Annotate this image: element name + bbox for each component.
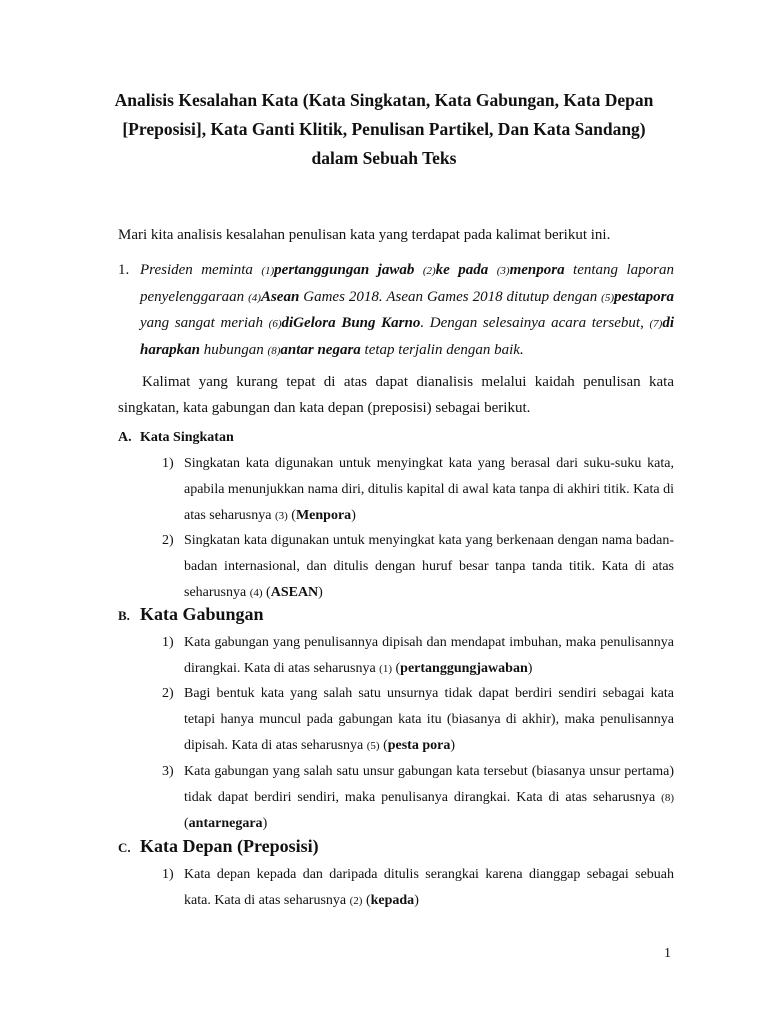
error-word: menpora <box>509 262 565 278</box>
error-tag: (8) <box>267 344 281 357</box>
error-word: ke pada <box>435 262 489 278</box>
example-body: Presiden meminta (1)pertanggungan jawab (2)ke pada (3)menpora tentang laporan penyelenggaraan (4)Asean Games 2018. Asean Games 2018 ditutup dengan (5)pestapora yang sangat meriah (6)diGelora Bung Karno. Dengan selesainya acara tersebut, (7)di harapkan hubungan (8)antar negara tetap terjalin dengan baik. <box>140 262 674 358</box>
error-word: pestapora <box>614 288 674 305</box>
section-c-heading <box>118 836 319 857</box>
error-word: Asean <box>260 288 300 305</box>
answer-word: antarnegara <box>188 816 263 831</box>
error-word: pertanggungan jawab <box>274 262 415 278</box>
document-title <box>96 86 672 173</box>
example-number: 1. <box>118 262 130 278</box>
title-line-3: dalam Sebuah Teks <box>311 148 457 168</box>
section-title: Kata Depan (Preposisi) <box>140 836 319 856</box>
list-item: 1) Singkatan kata digunakan untuk menyingkat kata yang berasal dari suku-suku kata, apabila menunjukkan nama diri, ditulis kapital di awal kata tanpa di akhiri titik. Kata di atas seharusnya (3) (Menpora) <box>162 456 674 523</box>
list-item: 2) Singkatan kata digunakan untuk menyingkat kata yang berkenaan dengan nama badan-badan internasional, dan ditulis dengan huruf besar tanpa tanda titik. Kata di atas seharusnya (4) (ASEAN) <box>162 533 674 600</box>
section-letter: A. <box>118 430 132 445</box>
error-tag: (7) <box>649 318 663 330</box>
section-b-heading <box>118 604 264 625</box>
analysis-paragraph: Kalimat yang kurang tepat di atas dapat dianalisis melalui kaidah penulisan kata singkatan, kata gabungan dan kata depan (preposisi) sebagai berikut. <box>118 374 674 416</box>
title-line-1: Analisis Kesalahan Kata (Kata Singkatan, Kata Gabungan, Kata Depan <box>114 90 654 110</box>
answer-word: Menpora <box>295 508 352 523</box>
intro-text: Mari kita analisis kesalahan penulisan kata yang terdapat pada kalimat berikut ini. <box>118 227 611 243</box>
section-letter: C. <box>118 840 131 855</box>
error-word: antar negara <box>280 341 361 358</box>
error-tag: (5) <box>601 291 614 304</box>
error-tag: (3) <box>496 265 510 277</box>
answer-word: kepada <box>370 893 415 908</box>
title-line-2: [Preposisi], Kata Ganti Klitik, Penulisan Partikel, Dan Kata Sandang) <box>122 119 646 139</box>
section-a-heading <box>118 430 234 446</box>
list-item: 2) Bagi bentuk kata yang salah satu unsurnya tidak dapat berdiri sendiri sebagai kata tetapi hanya muncul pada gabungan kata itu (biasanya di akhir), maka penulisannya dipisah. Kata di atas seharusnya (5) (pesta pora) <box>162 686 674 753</box>
error-tag: (6) <box>268 318 282 330</box>
list-item: 1) Kata depan kepada dan daripada ditulis serangkai karena dianggap sebagai sebuah kata. Kata di atas seharusnya (2) (kepada) <box>162 867 674 908</box>
answer-word: ASEAN <box>270 585 319 600</box>
error-tag: (4) <box>248 291 261 304</box>
list-item: 3) Kata gabungan yang salah satu unsur gabungan kata tersebut (biasanya unsur pertama) tidak dapat berdiri sendiri, maka penulisanya dirangkai. Kata di atas seharusnya (8) (antarnegara) <box>162 764 674 831</box>
answer-word: pesta pora <box>387 738 451 753</box>
section-title: Kata Gabungan <box>140 604 264 624</box>
example-sentence <box>118 258 674 364</box>
error-word: diGelora Bung Karno <box>281 315 421 331</box>
error-tag: (1) <box>261 265 275 277</box>
section-title: Kata Singkatan <box>140 430 234 445</box>
error-word: di harapkan <box>140 315 674 358</box>
section-letter: B. <box>118 608 130 623</box>
page-number: 1 <box>664 946 671 961</box>
error-tag: (2) <box>422 265 436 277</box>
list-item: 1) Kata gabungan yang penulisannya dipisah dan mendapat imbuhan, maka penulisannya dirangkai. Kata di atas seharusnya (1) (pertanggungjawaban) <box>162 635 674 676</box>
answer-word: pertanggungjawaban <box>400 661 528 676</box>
